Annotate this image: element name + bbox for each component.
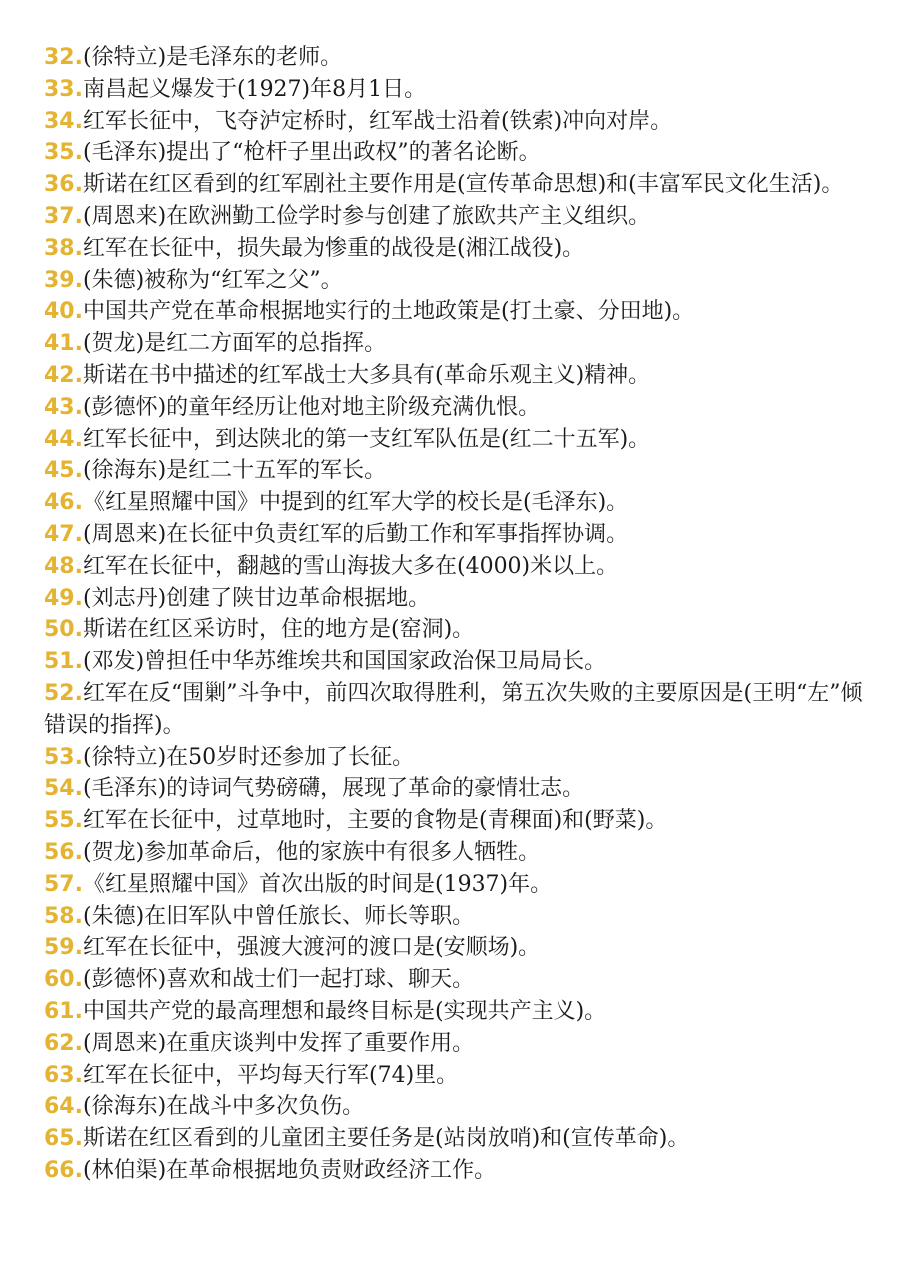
list-item <box>44 614 874 646</box>
item-text: 中国共产党在革命根据地实行的土地政策是(打土豪、分田地)。 <box>82 299 695 325</box>
item-text: (彭德怀)喜欢和战士们一起打球、聊天。 <box>82 967 475 993</box>
item-number: 51. <box>44 649 83 675</box>
item-text: (周恩来)在重庆谈判中发挥了重要作用。 <box>82 1030 475 1056</box>
list-item <box>44 996 874 1028</box>
item-text: (徐海东)在战斗中多次负伤。 <box>82 1094 365 1120</box>
item-number: 36. <box>44 172 83 198</box>
item-text: (徐特立)在50岁时还参加了长征。 <box>82 744 415 770</box>
item-text: (贺龙)是红二方面军的总指挥。 <box>82 331 387 357</box>
list-item <box>44 837 874 869</box>
list-item <box>44 137 874 169</box>
list-item <box>44 742 874 774</box>
item-number: 56. <box>44 839 83 865</box>
item-text: 斯诺在红区采访时，住的地方是(窑洞)。 <box>82 617 475 643</box>
item-text: (刘志丹)创建了陕甘边革命根据地。 <box>82 585 431 611</box>
list-item <box>44 519 874 551</box>
item-number: 65. <box>44 1126 83 1152</box>
item-text: 斯诺在红区看到的红军剧社主要作用是(宣传革命思想)和(丰富军民文化生活)。 <box>82 172 844 198</box>
list-item <box>44 1091 874 1123</box>
list-item <box>44 1028 874 1060</box>
list-item <box>44 1123 874 1155</box>
item-number: 48. <box>44 553 83 579</box>
item-text: 红军在长征中，损失最为惨重的战役是(湘江战役)。 <box>82 235 585 261</box>
list-item <box>44 1155 874 1187</box>
item-number: 58. <box>44 903 83 929</box>
list-item <box>44 901 874 933</box>
item-text: 红军长征中，到达陕北的第一支红军队伍是(红二十五军)。 <box>82 426 651 452</box>
item-number: 53. <box>44 744 83 770</box>
item-text: 红军在长征中，平均每天行军(74)里。 <box>82 1062 459 1088</box>
item-text: (徐特立)是毛泽东的老师。 <box>82 45 343 70</box>
item-text: (毛泽东)提出了“枪杆子里出政权”的著名论断。 <box>82 140 541 166</box>
item-number: 45. <box>44 458 83 484</box>
item-text: (彭德怀)的童年经历让他对地主阶级充满仇恨。 <box>82 394 541 420</box>
item-number: 61. <box>44 998 83 1024</box>
item-text: 中国共产党的最高理想和最终目标是(实现共产主义)。 <box>82 998 607 1024</box>
item-text: 红军在长征中，翻越的雪山海拔大多在(4000)米以上。 <box>82 553 619 579</box>
list-item <box>44 265 874 297</box>
item-number: 64. <box>44 1094 83 1120</box>
item-text: (贺龙)参加革命后，他的家族中有很多人牺牲。 <box>82 839 541 865</box>
list-item <box>44 233 874 265</box>
item-number: 55. <box>44 808 83 834</box>
item-text: 斯诺在书中描述的红军战士大多具有(革命乐观主义)精神。 <box>82 362 651 388</box>
list-item <box>44 551 874 583</box>
item-number: 59. <box>44 935 83 961</box>
item-text: (朱德)被称为“红军之父”。 <box>82 267 343 293</box>
list-item <box>44 392 874 424</box>
list-item <box>44 424 874 456</box>
item-number: 35. <box>44 140 83 166</box>
list-item <box>44 932 874 964</box>
item-number: 60. <box>44 967 83 993</box>
item-text: (毛泽东)的诗词气势磅礴，展现了革命的豪情壮志。 <box>82 776 585 802</box>
item-number: 62. <box>44 1030 83 1056</box>
item-number: 46. <box>44 490 83 516</box>
list-item <box>44 678 874 742</box>
question-list <box>44 42 874 1187</box>
list-item <box>44 455 874 487</box>
item-number: 52. <box>44 680 83 706</box>
item-number: 43. <box>44 394 83 420</box>
item-text: (林伯渠)在革命根据地负责财政经济工作。 <box>82 1157 497 1183</box>
list-item <box>44 296 874 328</box>
item-number: 42. <box>44 362 83 388</box>
item-number: 49. <box>44 585 83 611</box>
item-number: 44. <box>44 426 83 452</box>
item-text: 斯诺在红区看到的儿童团主要任务是(站岗放哨)和(宣传革命)。 <box>82 1126 690 1152</box>
item-number: 38. <box>44 235 83 261</box>
item-text: (徐海东)是红二十五军的军长。 <box>82 458 387 484</box>
item-text: 《红星照耀中国》首次出版的时间是(1937)年。 <box>82 871 553 897</box>
item-text: (邓发)曾担任中华苏维埃共和国国家政治保卫局局长。 <box>82 649 607 675</box>
item-text: (周恩来)在欧洲勤工俭学时参与创建了旅欧共产主义组织。 <box>82 203 651 229</box>
item-text: 红军在反“围剿”斗争中，前四次取得胜利，第五次失败的主要原因是(王明“左”倾错误的指挥)。 <box>44 680 863 738</box>
item-number: 40. <box>44 299 83 325</box>
item-number: 50. <box>44 617 83 643</box>
item-text: 南昌起义爆发于(1927)年8月1日。 <box>82 76 427 102</box>
list-item <box>44 487 874 519</box>
item-text: (周恩来)在长征中负责红军的后勤工作和军事指挥协调。 <box>82 521 629 547</box>
item-text: 红军在长征中，过草地时，主要的食物是(青稞面)和(野菜)。 <box>82 808 668 834</box>
list-item <box>44 805 874 837</box>
item-number: 39. <box>44 267 83 293</box>
item-number: 41. <box>44 331 83 357</box>
item-text: 红军在长征中，强渡大渡河的渡口是(安顺场)。 <box>82 935 541 961</box>
item-number: 47. <box>44 521 83 547</box>
list-item <box>44 869 874 901</box>
list-item <box>44 42 874 74</box>
list-item <box>44 360 874 392</box>
item-number: 66. <box>44 1157 83 1183</box>
item-number: 34. <box>44 108 83 134</box>
list-item <box>44 583 874 615</box>
item-number: 63. <box>44 1062 83 1088</box>
item-number: 33. <box>44 76 83 102</box>
list-item <box>44 106 874 138</box>
item-text: 红军长征中，飞夺泸定桥时，红军战士沿着(铁索)冲向对岸。 <box>82 108 673 134</box>
list-item <box>44 328 874 360</box>
item-number: 32. <box>44 45 83 70</box>
list-item <box>44 74 874 106</box>
list-item <box>44 964 874 996</box>
list-item <box>44 201 874 233</box>
list-item <box>44 169 874 201</box>
list-item <box>44 773 874 805</box>
item-text: (朱德)在旧军队中曾任旅长、师长等职。 <box>82 903 475 929</box>
item-number: 57. <box>44 871 83 897</box>
item-text: 《红星照耀中国》中提到的红军大学的校长是(毛泽东)。 <box>82 490 629 516</box>
item-number: 37. <box>44 203 83 229</box>
list-item <box>44 646 874 678</box>
item-number: 54. <box>44 776 83 802</box>
list-item <box>44 1060 874 1092</box>
